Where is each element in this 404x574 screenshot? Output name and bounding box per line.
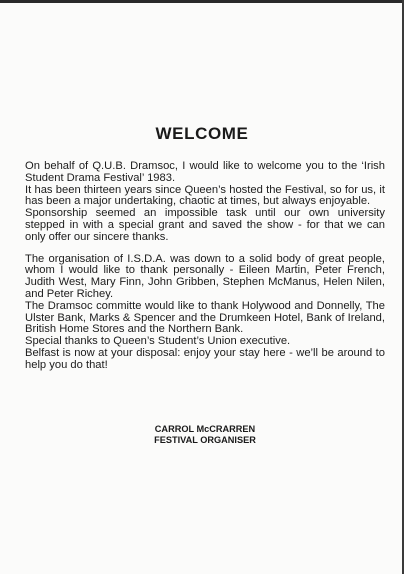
paragraph: The organisation of I.S.D.A. was down to a solid body of great people, whom I would like to thank personally - Eileen Martin, Peter French, Judith West, Mary Finn, John Gribben, Stephen McManus, Helen Nilen, and Peter Richey. [25, 252, 385, 300]
signature-name: CARROL McCRARREN [154, 424, 256, 434]
page-top-edge [0, 0, 404, 3]
paragraph: The Dramsoc committe would like to thank Holywood and Donnelly, The Ulster Bank, Marks & Spencer and the Drumkeen Hotel, Bank of Ireland, British Home Stores and the Northern Bank. [25, 299, 385, 336]
paragraph: It has been thirteen years since Queen’s hosted the Festival, so for us, it has been a major undertaking, chaotic at times, but always enjoyable. [25, 183, 385, 208]
paragraph: Special thanks to Queen’s Student’s Union executive. [25, 335, 291, 348]
paragraph: Sponsorship seemed an impossible task until our own university stepped in with a special grant and saved the show - for that we can only offer our sincere thanks. [25, 207, 385, 243]
signature-role: FESTIVAL ORGANISER [154, 434, 256, 445]
paragraph: On behalf of Q.U.B. Dramsoc, I would like to welcome you to the ‘Irish Student Drama Festival’ 1983. [25, 160, 385, 184]
signature-block [0, 424, 404, 445]
page-title: WELCOME [155, 124, 249, 143]
paragraph: Belfast is now at your disposal: enjoy your stay here - we’ll be around to help you do that! [25, 346, 385, 371]
letter-body [25, 161, 385, 372]
